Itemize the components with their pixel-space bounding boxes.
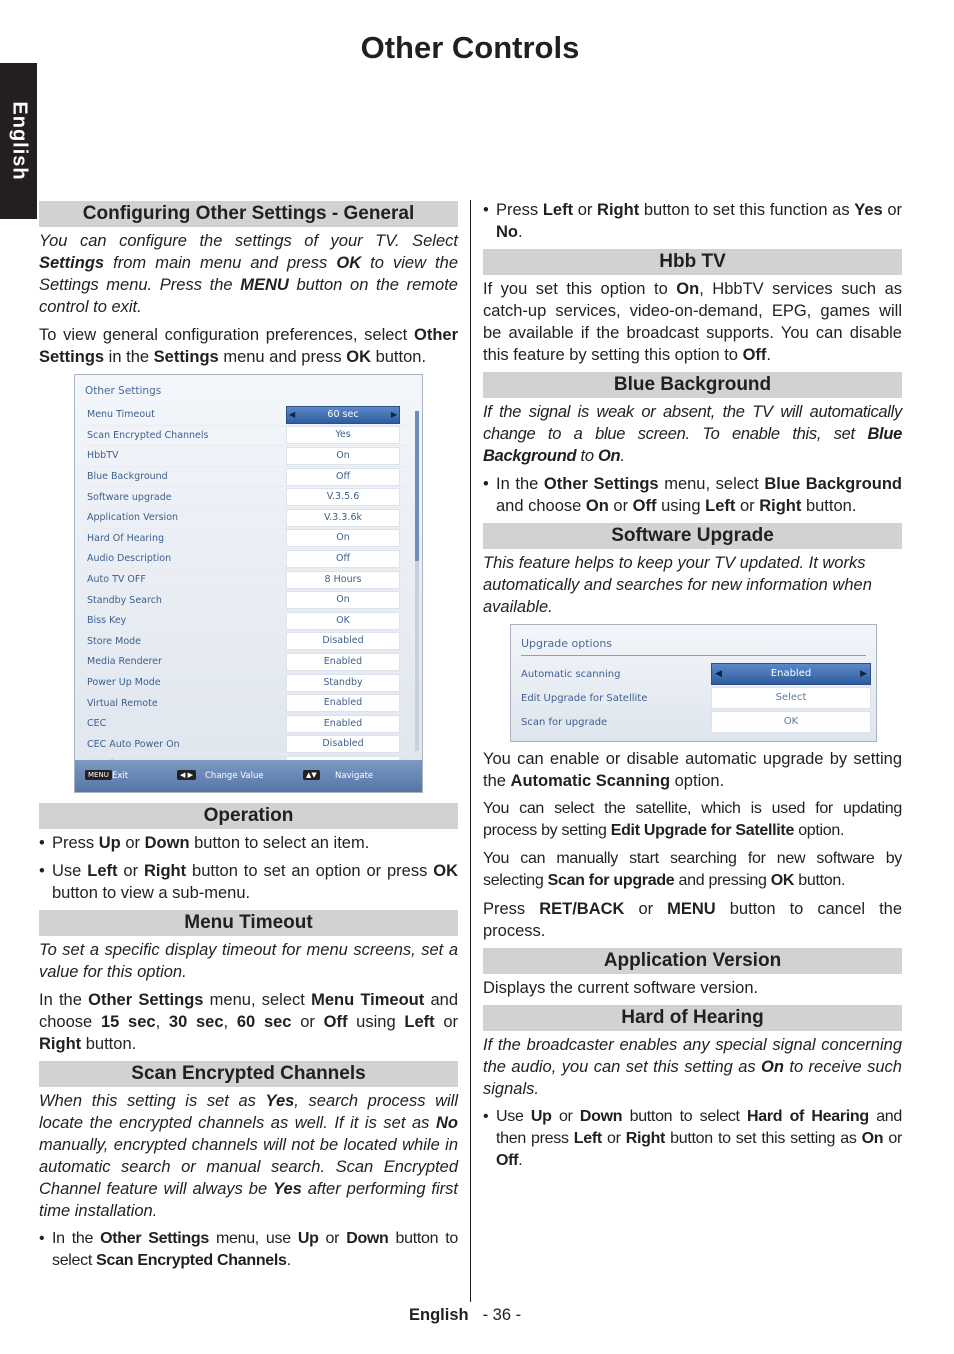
menu-row-value: V.3.5.6 [286,488,400,506]
menu-row-label: Audio Description [87,553,172,565]
menu-scrollbar [415,411,419,751]
footer-language: English [409,1306,469,1324]
menu-row-value: On [286,591,400,609]
general-instructions: To view general configuration preferences, select Other Settings in the Settings menu and press OK button. [39,326,458,366]
blue-background-intro: If the signal is weak or absent, the TV will automatically change to a blue screen. To enable this, set Blue Background to On. [483,403,902,465]
change-value-hint: Change Value [205,771,264,781]
upgrade-options-title: Upgrade options [521,637,613,650]
menu-row-value: OK [286,612,400,630]
upgrade-row: Automatic scanning ◀ Enabled ▶ [521,663,873,685]
hard-of-hearing-list [483,1106,902,1172]
menu-row-label: Blue Background [87,471,168,483]
section-header-blue-background: Blue Background [483,372,902,398]
scan-encrypted-list-cont [483,199,902,243]
hbbtv-text: If you set this option to On, HbbTV services such as catch-up services, video-on-demand, EPG, games will be available if the broadcast supports. You can disable this feature by setting this option to Off. [483,280,902,364]
section-header-operation: Operation [39,803,458,829]
blue-background-list [483,473,902,517]
menu-row-label: Store Mode [87,635,142,647]
menu-timeout-intro: To set a specific display timeout for menu screens, set a value for this option. [39,941,458,981]
left-right-key-icon: ◀ ▶ [177,770,196,780]
software-upgrade-manual: You can manually start searching for new software by selecting Scan for upgrade and pressing OK button. [483,850,902,889]
menu-row-value: On [286,447,400,465]
menu-row[interactable] [83,508,409,529]
upgrade-options-screenshot [510,624,877,742]
menu-row[interactable] [83,426,409,447]
menu-row-value: Yes [286,426,400,444]
menu-row-value: Enabled [286,653,400,671]
menu-row[interactable] [83,693,409,714]
operation-item: • Press Up or Down button to select an item. [39,832,458,854]
scan-encrypted-list [39,1228,458,1272]
menu-row-label: CEC [87,718,107,730]
section-header-hard-of-hearing: Hard of Hearing [483,1005,902,1031]
menu-row[interactable] [83,570,409,591]
scan-encrypted-item: • Press Left or Right button to set this function as Yes or No. [483,199,902,243]
menu-row[interactable] [83,549,409,570]
menu-row-label: Biss Key [87,615,127,627]
menu-title: Other Settings [85,385,162,397]
menu-row-value: Disabled [286,632,400,650]
upgrade-row: Scan for upgrade OK [521,711,873,733]
software-upgrade-satellite: You can select the satellite, which is used for updating process by setting Edit Upgrade for Satellite option. [483,800,902,839]
page-footer [409,1306,521,1325]
menu-row-value: Enabled [286,694,400,712]
menu-row[interactable] [83,446,409,467]
menu-row[interactable] [83,487,409,508]
menu-row[interactable] [83,590,409,611]
menu-row-label: Application Version [87,512,179,524]
menu-footer [75,760,422,792]
menu-row-value: Enabled [286,715,400,733]
upgrade-row: Edit Upgrade for Satellite Select [521,687,873,709]
other-settings-menu-screenshot [74,374,423,793]
menu-row-value: Off [286,550,400,568]
menu-row-label: Scan Encrypted Channels [87,429,209,441]
menu-row-label: Hard Of Hearing [87,532,165,544]
menu-row-value: 8 Hours [286,571,400,589]
menu-row[interactable] [83,405,409,426]
hard-of-hearing-item: • Use Up or Down button to select Hard of Hearing and then press Left or Right button to set this setting as On or Off. [483,1106,902,1172]
menu-row-label: Menu Timeout [87,409,155,421]
menu-row-label: Standby Search [87,594,162,606]
software-upgrade-automatic: You can enable or disable automatic upgrade by setting the Automatic Scanning option. [483,750,902,790]
menu-row[interactable] [83,611,409,632]
navigate-hint: Navigate [335,771,374,781]
menu-rows [83,405,409,776]
operation-list [39,832,458,904]
scan-encrypted-item: • In the Other Settings menu, use Up or Down button to select Scan Encrypted Channels. [39,1228,458,1272]
menu-row[interactable] [83,632,409,653]
general-intro: You can configure the settings of your TV. Select Settings from main menu and press OK to view the Settings menu. Press the MENU button on the remote control to exit. [39,232,458,316]
section-header-software-upgrade: Software Upgrade [483,523,902,549]
language-tab-label: English [8,101,30,181]
menu-row[interactable] [83,673,409,694]
menu-key-icon: MENU [85,770,112,780]
up-down-key-icon: ▲▼ [303,770,320,780]
menu-row-value: Standby [286,674,400,692]
menu-row-label: Media Renderer [87,656,162,668]
menu-timeout-instructions: In the Other Settings menu, select Menu Timeout and choose 15 sec, 30 sec, 60 sec or Off using Left or Right button. [39,991,459,1053]
menu-row-label: CEC Auto Power On [87,738,180,750]
section-header-hbbtv: Hbb TV [483,249,902,275]
exit-hint: Exit [112,771,129,781]
menu-row-value: Disabled [286,735,400,753]
software-upgrade-intro: This feature helps to keep your TV updated. It works automatically and searches for new information when available. [483,554,872,616]
menu-row-label: HbbTV [87,450,119,462]
operation-item: • Use Left or Right button to set an option or press OK button to view a sub-menu. [39,860,458,904]
menu-row[interactable] [83,652,409,673]
section-header-menu-timeout: Menu Timeout [39,910,458,936]
column-divider [470,200,471,1302]
section-header-scan-encrypted: Scan Encrypted Channels [39,1061,458,1087]
menu-row[interactable] [83,467,409,488]
software-upgrade-cancel: Press RET/BACK or MENU button to cancel the process. [483,900,903,940]
menu-row-value: V.3.3.6k [286,509,400,527]
left-column [39,201,458,1278]
blue-background-item: • In the Other Settings menu, select Blue Background and choose On or Off using Left or Right button. [483,473,902,517]
application-version-text: Displays the current software version. [483,979,759,997]
scan-encrypted-intro: When this setting is set as Yes, search process will locate the encrypted channels as well. If it is set as No manually, encrypted channels will not be located while in automatic search or manual search. Scan Encrypted Channel feature will always be Yes after performing first time installation. [39,1092,458,1220]
language-tab [0,63,37,219]
menu-row[interactable] [83,529,409,550]
menu-row-value: ◀ 60 sec ▶ [286,406,400,424]
page-number: - 36 - [482,1306,522,1324]
menu-row-value: On [286,529,400,547]
menu-row-label: Power Up Mode [87,677,161,689]
right-column [483,199,902,1178]
menu-row[interactable] [83,714,409,735]
menu-row-label: Software upgrade [87,491,172,503]
menu-row-value: Off [286,468,400,486]
hard-of-hearing-intro: If the broadcaster enables any special signal concerning the audio, you can set this setting as On to receive such signals. [483,1036,902,1098]
section-header-general: Configuring Other Settings - General [39,201,458,227]
section-header-application-version: Application Version [483,948,902,974]
menu-row-label: Auto TV OFF [87,574,146,586]
page-title: Other Controls [360,30,580,65]
menu-row-label: Virtual Remote [87,697,158,709]
menu-row[interactable] [83,735,409,756]
